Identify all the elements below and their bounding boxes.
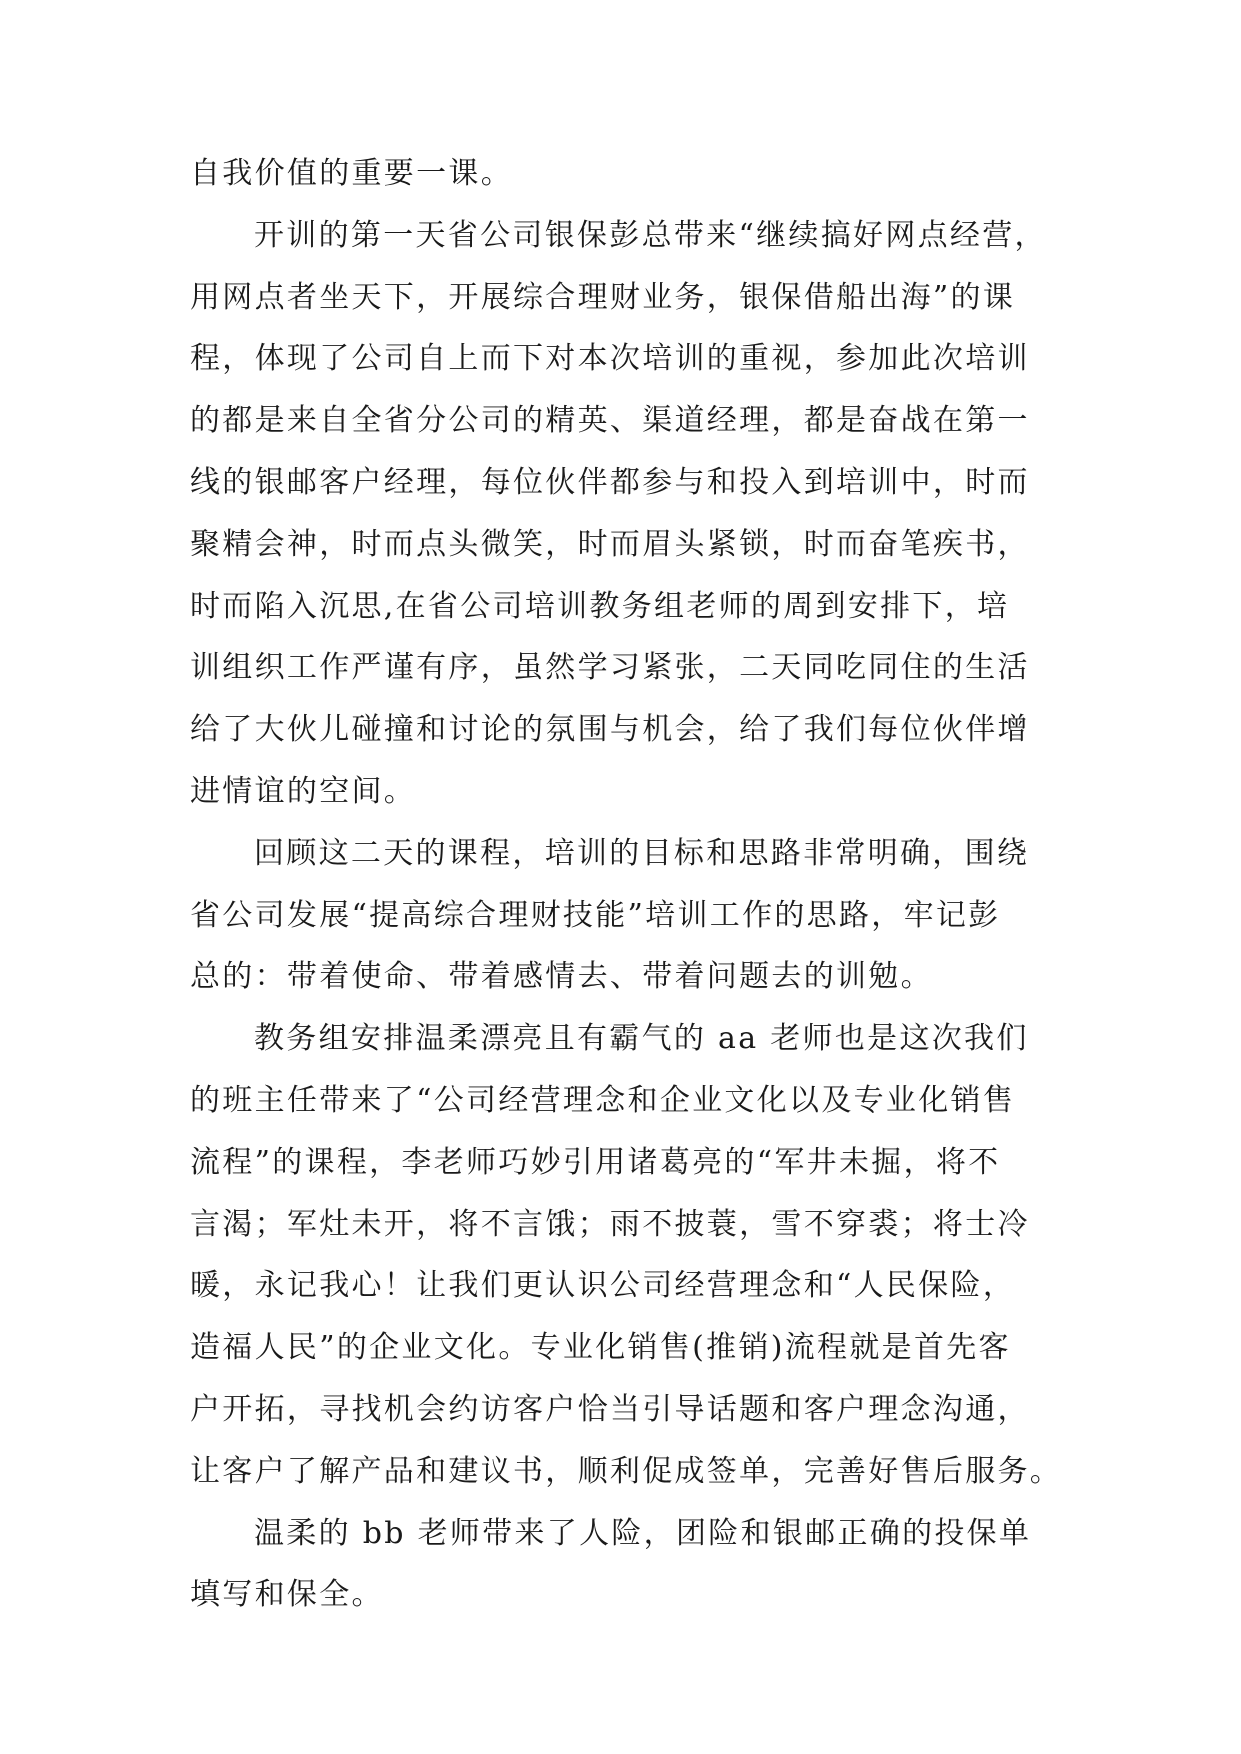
text-line: 时而陷入沉思,在省公司培训教务组老师的周到安排下，培 bbox=[190, 588, 1010, 624]
text-line: 训组织工作严谨有序，虽然学习紧张，二天同吃同住的生活 bbox=[190, 650, 1030, 686]
text-line: 的班主任带来了“公司经营理念和企业文化以及专业化销售 bbox=[190, 1082, 1016, 1118]
text-line: 总的：带着使命、带着感情去、带着问题去的训勉。 bbox=[190, 959, 933, 995]
text-line: 户开拓，寻找机会约访客户恰当引导话题和客户理念沟通， bbox=[190, 1391, 1030, 1427]
paragraph-3 bbox=[190, 835, 1070, 1020]
text-line: 流程”的课程，李老师巧妙引用诸葛亮的“军井未掘，将不 bbox=[190, 1144, 1001, 1180]
text-line: 省公司发展“提高综合理财技能”培训工作的思路，牢记彭 bbox=[190, 897, 1001, 933]
paragraph-1 bbox=[190, 155, 1070, 217]
text-line: 开训的第一天省公司银保彭总带来“继续搞好网点经营， bbox=[254, 217, 1047, 253]
text-line: 回顾这二天的课程，培训的目标和思路非常明确，围绕 bbox=[254, 835, 1030, 871]
text-line: 给了大伙儿碰撞和讨论的氛围与机会，给了我们每位伙伴增 bbox=[190, 712, 1030, 748]
text-line: 聚精会神，时而点头微笑，时而眉头紧锁，时而奋笔疾书， bbox=[190, 526, 1030, 562]
text-line: 进情谊的空间。 bbox=[190, 773, 417, 809]
text-line: 造福人民”的企业文化。专业化销售(推销)流程就是首先客 bbox=[190, 1330, 1011, 1366]
text-line: 温柔的 bb 老师带来了人险，团险和银邮正确的投保单 bbox=[254, 1515, 1032, 1551]
text-line: 填写和保全。 bbox=[190, 1577, 384, 1613]
text-line: 程，体现了公司自上而下对本次培训的重视，参加此次培训 bbox=[190, 341, 1030, 377]
text-line: 言渴；军灶未开，将不言饿；雨不披蓑，雪不穿裘；将士冷 bbox=[190, 1206, 1030, 1242]
paragraph-4 bbox=[190, 1020, 1070, 1514]
text-line: 自我价值的重要一课。 bbox=[190, 156, 513, 191]
text-line: 教务组安排温柔漂亮且有霸气的 aa 老师也是这次我们 bbox=[254, 1021, 1029, 1057]
body-text bbox=[190, 155, 1070, 1638]
text-line: 用网点者坐天下，开展综合理财业务，银保借船出海”的课 bbox=[190, 279, 1016, 315]
text-line: 线的银邮客户经理，每位伙伴都参与和投入到培训中，时而 bbox=[190, 464, 1030, 500]
text-line: 暖，永记我心！让我们更认识公司经营理念和“人民保险， bbox=[190, 1268, 1016, 1304]
paragraph-5 bbox=[190, 1515, 1070, 1639]
text-line: 的都是来自全省分公司的精英、渠道经理，都是奋战在第一 bbox=[190, 403, 1030, 439]
text-line: 让客户了解产品和建议书，顺利促成签单，完善好售后服务。 bbox=[190, 1453, 1063, 1489]
paragraph-2 bbox=[190, 217, 1070, 835]
